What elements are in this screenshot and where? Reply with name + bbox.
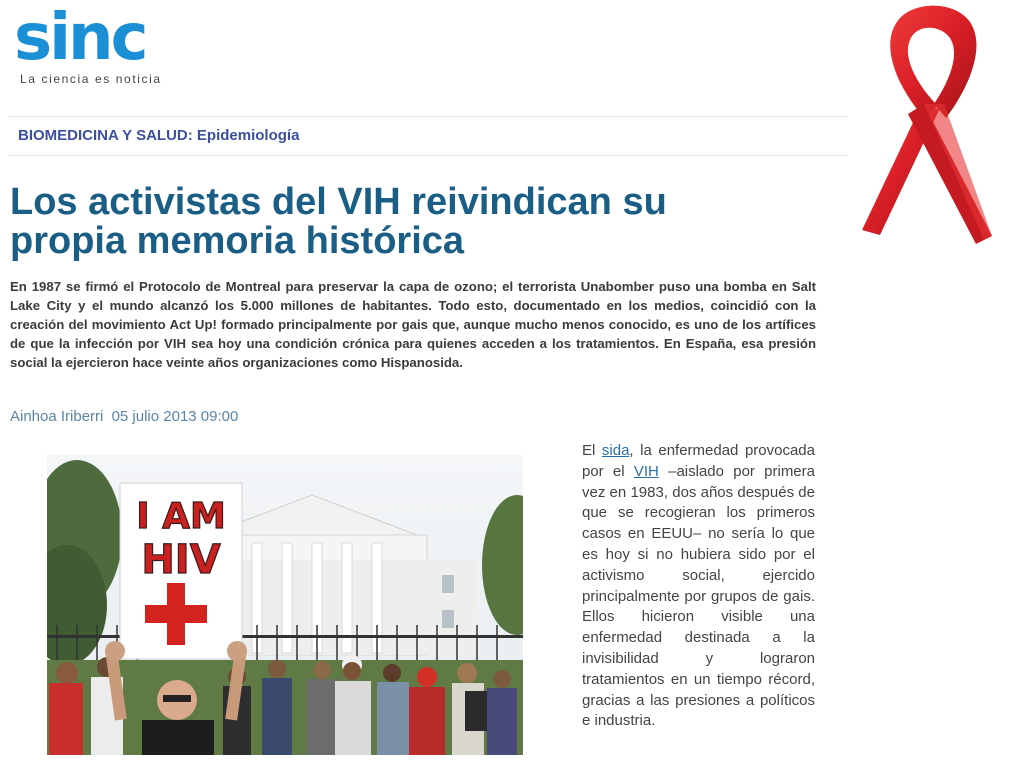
logo-tagline: La ciencia es noticia (20, 72, 162, 86)
divider-top (8, 116, 848, 117)
logo-wordmark: sinc (14, 1, 146, 75)
sign-text-line1: I AM (136, 496, 226, 537)
article-lead: En 1987 se firmó el Protocolo de Montreal para preservar la capa de ozono; el terrorista Unabomber puso una bomba en Salt Lake City y el mundo alcanzó los 5.000 millones de habitantes. Todo esto, documentado en los medios, coincidió con la creación del movimiento Act Up! formado principalmente por gais que, aunque mucho menos conocido, es uno de los artífices de que la infección por VIH sea hoy una condición crónica para quienes acceden a los tratamientos. En España, esa presión social la ejercieron hace veinte años organizaciones como Hispanosida. (10, 279, 816, 370)
article-byline (10, 408, 238, 425)
article-author[interactable]: Ainhoa Iriberri (10, 408, 104, 425)
article-body (582, 441, 815, 732)
protest-photo-illustration (47, 455, 523, 755)
site-logo[interactable] (14, 1, 162, 86)
aids-awareness-ribbon-icon (852, 0, 1002, 250)
article-title: Los activistas del VIH reivindican su propia memoria histórica (10, 181, 667, 262)
link-sida[interactable]: sida (601, 442, 630, 459)
section-subcategory-link[interactable]: Epidemiología (196, 127, 300, 144)
article-photo[interactable] (47, 455, 523, 755)
section-breadcrumb (18, 127, 299, 144)
link-vih[interactable]: VIH (633, 462, 659, 480)
body-text-start: El (582, 442, 602, 459)
section-category-link[interactable]: BIOMEDICINA Y SALUD (18, 127, 188, 144)
sign-text-line2: HIV (141, 537, 221, 583)
body-text-mid: , la enfermedad provocada por el (582, 442, 815, 480)
article-date: 05 julio 2013 09:00 (111, 408, 239, 425)
divider-bottom (8, 155, 848, 156)
section-separator: : (187, 127, 197, 144)
body-text-end: –aislado por primera vez en 1983, dos años después de que se recogieran los primeros casos en EEUU– no sería lo que es hoy si no hubiera sido por el activismo social, ejercido principalmente por grupos de gais. Ellos hicieron visible una enfermedad destinada a la invisibilidad y lograron tratamientos en un tiempo récord, gracias a las presiones a políticos e industria. (582, 462, 815, 730)
